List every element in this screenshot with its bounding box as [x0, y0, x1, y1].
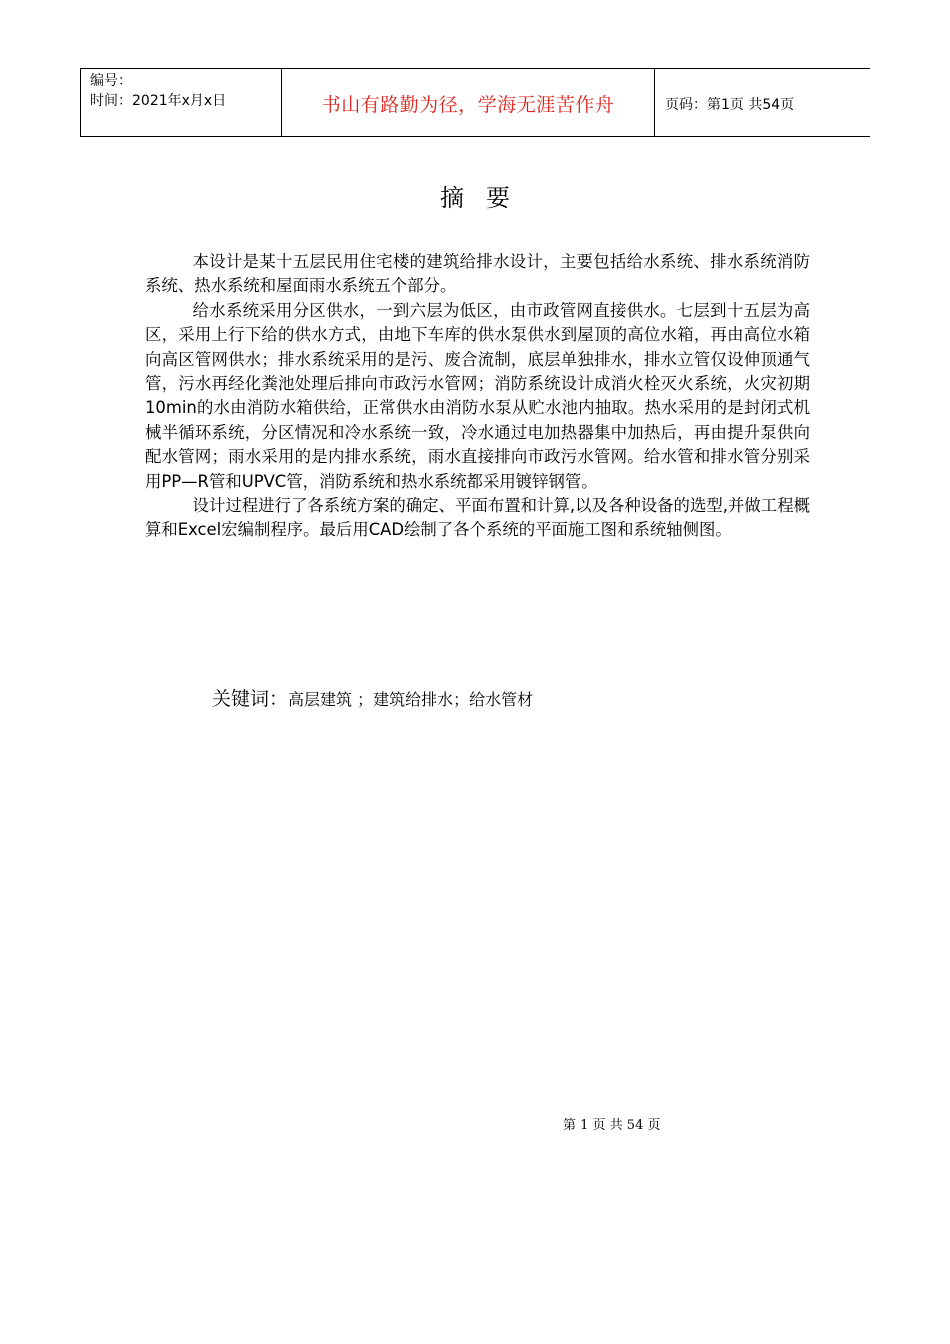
page-code: 页码：第1页 共54页 — [665, 96, 795, 113]
abstract-body — [145, 250, 810, 543]
time-label: 时间：2021年x月x日 — [90, 93, 227, 109]
header-info-cell — [80, 69, 282, 136]
abstract-paragraph-3: 设计过程进行了各系统方案的确定、平面布置和计算,以及各种设备的选型,并做工程概算和Excel宏编制程序。最后用CAD绘制了各个系统的平面施工图和系统轴侧图。 — [145, 496, 810, 540]
keywords-label: 关键词： — [212, 688, 289, 710]
abstract-paragraph-2: 给水系统采用分区供水，一到六层为低区，由市政管网直接供水。七层到十五层为高区，采用上行下给的供水方式，由地下车库的供水泵供水到屋顶的高位水箱，再由高位水箱向高区管网供水；排水系统采用的是污、废合流制，底层单独排水，排水立管仅设伸顶通气管，污水再经化粪池处理后排向市政污水管网；消防系统设计成消火栓灭火系统，火灾初期10min的水由消防水箱供给，正常供水由消防水泵从贮水池内抽取。热水采用的是封闭式机械半循环系统，分区情况和冷水系统一致，冷水通过电加热器集中加热后，再由提升泵供向配水管网；雨水采用的是内排水系统，雨水直接排向市政污水管网。给水管和排水管分别采用PP—R管和UPVC管，消防系统和热水系统都采用镀锌钢管。 — [145, 300, 810, 491]
number-label: 编号： — [90, 73, 132, 89]
abstract-paragraph-1: 本设计是某十五层民用住宅楼的建筑给排水设计，主要包括给水系统、排水系统消防系统、热水系统和屋面雨水系统五个部分。 — [145, 252, 810, 296]
keywords-value: 高层建筑 ；建筑给排水；给水管材 — [288, 690, 534, 709]
page-footer: 第 1 页 共 54 页 — [563, 1118, 661, 1133]
page-title: 摘要 — [440, 184, 532, 212]
header-motto-cell — [282, 69, 655, 136]
keywords-line — [212, 684, 533, 711]
header-page-cell — [655, 69, 870, 136]
header-table — [80, 68, 870, 137]
motto-text: 书山有路勤为径，学海无涯苦作舟 — [321, 94, 615, 116]
